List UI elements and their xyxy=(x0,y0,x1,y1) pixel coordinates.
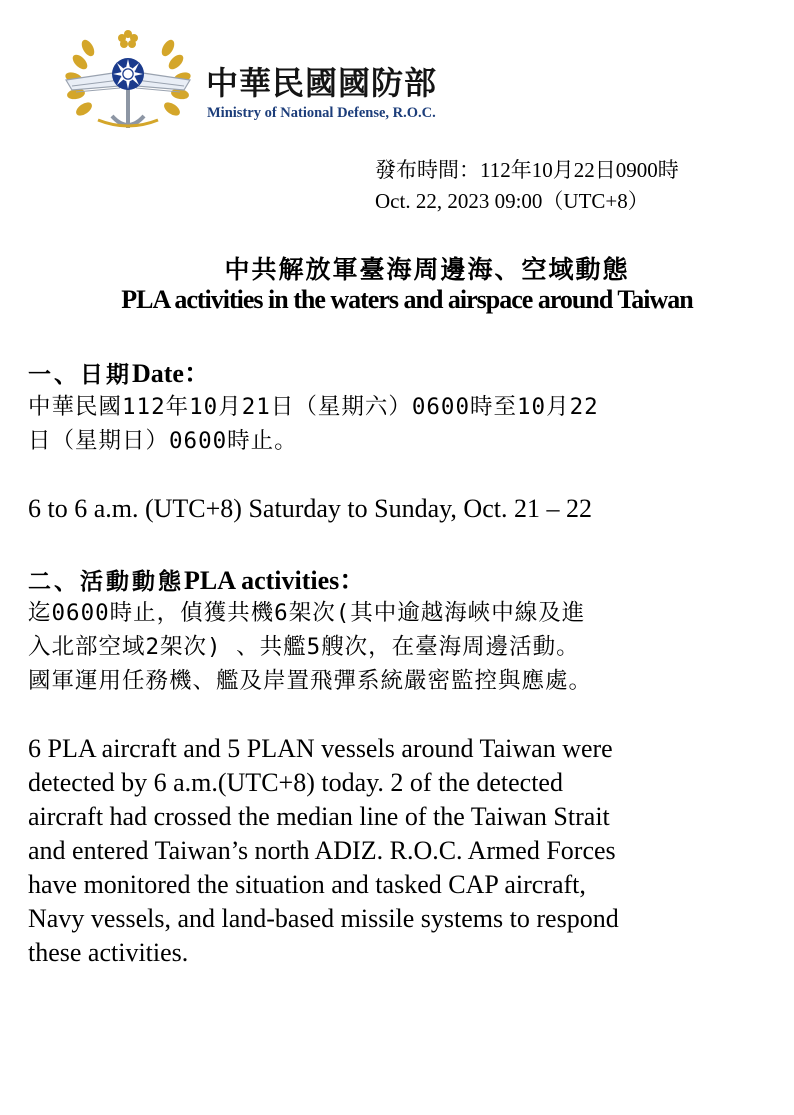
section-activities-heading xyxy=(28,560,365,597)
org-name-zh: 中華民國國防部 xyxy=(206,64,438,102)
section-activities-heading-en: PLA activities： xyxy=(184,566,366,595)
release-time-en: Oct. 22, 2023 09:00（UTC+8） xyxy=(375,189,649,213)
text-line: have monitored the situation and tasked CAP aircraft, xyxy=(28,870,586,899)
text-line: and entered Taiwan’s north ADIZ. R.O.C. Armed Forces xyxy=(28,836,616,865)
section-date-body-en xyxy=(28,492,788,526)
letterhead xyxy=(58,28,518,140)
page-title-zh: 中共解放軍臺海周邊海、空域動態 xyxy=(224,255,630,284)
text-line: 國軍運用任務機、艦及岸置飛彈系統嚴密監控與應處。 xyxy=(28,668,593,694)
org-name-en: Ministry of National Defense, R.O.C. xyxy=(207,105,436,121)
release-time xyxy=(375,155,679,217)
text-line: 6 to 6 a.m. (UTC+8) Saturday to Sunday, Oct. 21 – 22 xyxy=(28,494,592,523)
release-time-zh: 發布時間：112年10月22日0900時 xyxy=(375,158,679,182)
text-line: 入北部空域2架次) 、共艦5艘次，在臺海周邊活動。 xyxy=(28,634,580,660)
section-date-heading-en: Date： xyxy=(132,359,210,388)
text-line: detected by 6 a.m.(UTC+8) today. 2 of the detected xyxy=(28,768,563,797)
section-date-heading-zh: 一、日期 xyxy=(28,362,132,388)
text-line: 中華民國112年10月21日（星期六）0600時至10月22 xyxy=(28,394,599,420)
page-title-en: PLA activities in the waters and airspace around Taiwan xyxy=(121,285,693,314)
section-activities-body-en xyxy=(28,732,788,970)
text-line: Navy vessels, and land-based missile systems to respond xyxy=(28,904,619,933)
text-line: aircraft had crossed the median line of the Taiwan Strait xyxy=(28,802,610,831)
text-line: 迄0600時止，偵獲共機6架次(其中逾越海峽中線及進 xyxy=(28,600,586,626)
section-activities-body-zh xyxy=(28,596,788,698)
section-activities-heading-zh: 二、活動動態 xyxy=(28,569,184,595)
section-date-body-zh xyxy=(28,390,788,458)
section-date-heading xyxy=(28,353,210,390)
text-line: these activities. xyxy=(28,938,189,967)
mnd-emblem-icon xyxy=(58,28,198,138)
text-line: 日（星期日）0600時止。 xyxy=(28,428,298,454)
text-line: 6 PLA aircraft and 5 PLAN vessels around Taiwan were xyxy=(28,734,613,763)
